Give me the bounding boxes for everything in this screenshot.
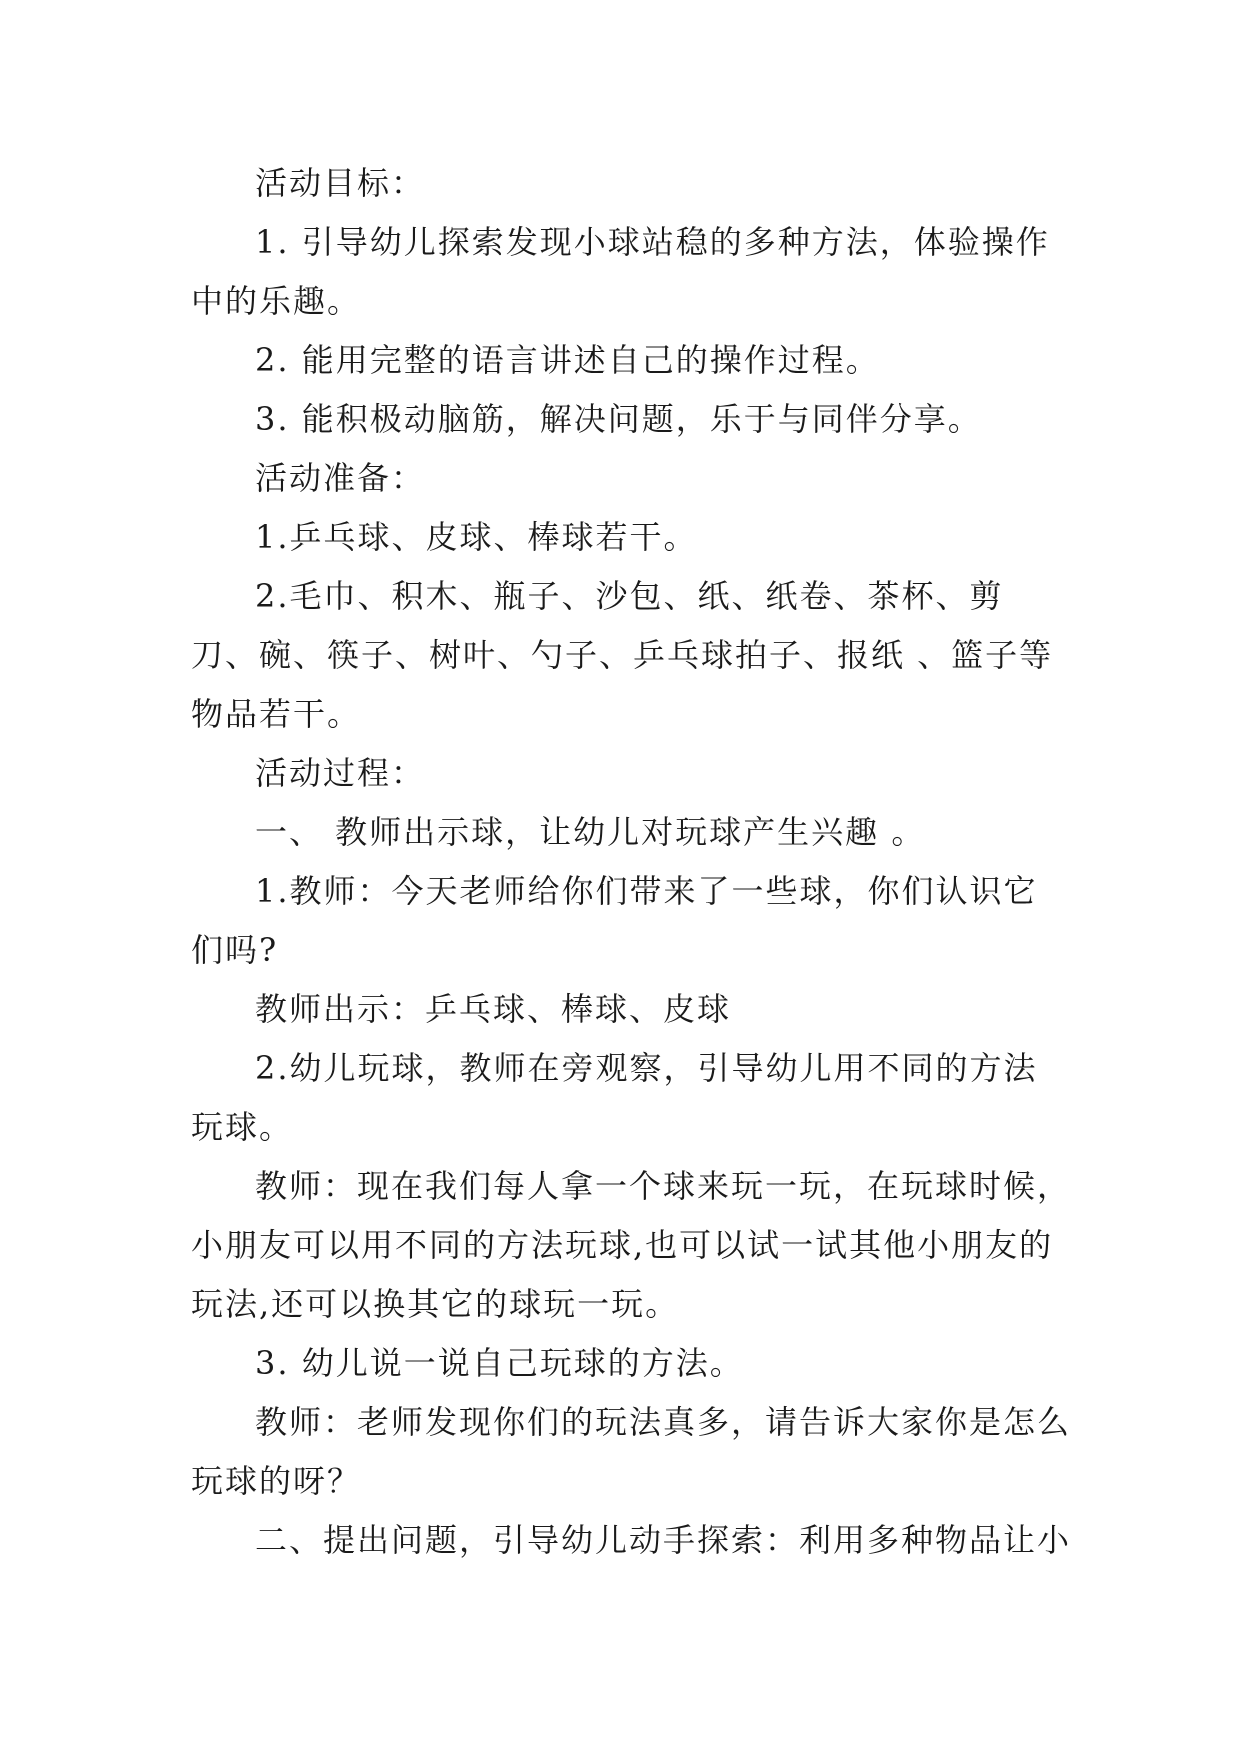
- paragraph-teacher-question: 教师：老师发现你们的玩法真多，请告诉大家你是怎么玩球的呀？: [191, 1403, 1072, 1500]
- paragraph-step-two: 二、提出问题，引导幼儿动手探索：利用多种物品让小: [255, 1521, 1072, 1559]
- paragraph-teacher-instruction: 教师：现在我们每人拿一个球来玩一玩，在玩球时候，小朋友可以用不同的方法玩球,也可以试一试其他小朋友的玩法,还可以换其它的球玩一玩。: [191, 1167, 1072, 1323]
- paragraph-prep-2: 2.毛巾、积木、瓶子、沙包、纸、纸卷、茶杯、剪刀、碗、筷子、树叶、勺子、乒乓球拍子、报纸 、篮子等物品若干。: [191, 577, 1054, 733]
- section-heading-preparation: 活动准备：: [255, 459, 426, 497]
- paragraph-step-1-3: 3. 幼儿说一说自己玩球的方法。: [255, 1344, 744, 1382]
- paragraph-goal-2: 2. 能用完整的语言讲述自己的操作过程。: [255, 341, 880, 379]
- document-body: [191, 154, 1071, 1570]
- section-heading-goals: 活动目标：: [255, 164, 426, 202]
- paragraph-step-one: 一、 教师出示球，让幼儿对玩球产生兴趣 。: [255, 813, 926, 851]
- paragraph-prep-1: 1.乒乓球、皮球、棒球若干。: [255, 518, 698, 556]
- paragraph-step-1-1: 1.教师：今天老师给你们带来了一些球，你们认识它们吗?: [191, 872, 1038, 969]
- paragraph-goal-1: 1. 引导幼儿探索发现小球站稳的多种方法，体验操作中的乐趣。: [191, 223, 1050, 320]
- paragraph-goal-3: 3. 能积极动脑筋，解决问题，乐于与同伴分享。: [255, 400, 982, 438]
- paragraph-step-1-2: 2.幼儿玩球，教师在旁观察，引导幼儿用不同的方法玩球。: [191, 1049, 1038, 1146]
- paragraph-teacher-shows: 教师出示：乒乓球、棒球、皮球: [255, 990, 732, 1028]
- section-heading-process: 活动过程：: [255, 754, 426, 792]
